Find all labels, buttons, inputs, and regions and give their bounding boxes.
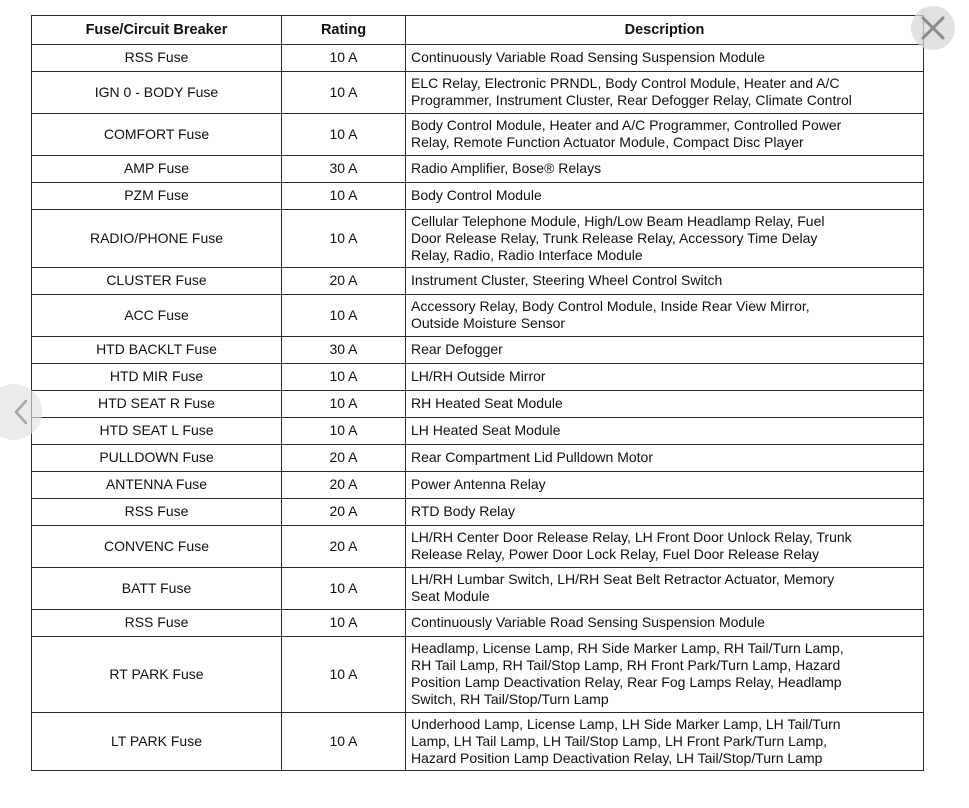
description-cell xyxy=(406,472,924,499)
close-button[interactable] xyxy=(911,6,955,50)
table-row xyxy=(32,445,924,472)
description-line: Body Control Module, Heater and A/C Programmer, Controlled Power xyxy=(411,117,842,133)
description-line: Relay, Radio, Radio Interface Module xyxy=(411,246,643,263)
fuse-name-cell: COMFORT Fuse xyxy=(32,114,282,156)
description-line: Body Control Module xyxy=(411,187,542,203)
table-row xyxy=(32,183,924,210)
chevron-left-icon xyxy=(13,399,29,425)
fuse-name-cell: ANTENNA Fuse xyxy=(32,472,282,499)
table-row xyxy=(32,364,924,391)
table-row xyxy=(32,156,924,183)
rating-cell: 10 A xyxy=(282,364,406,391)
description-cell xyxy=(406,156,924,183)
description-line: Relay, Remote Function Actuator Module, Compact Disc Player xyxy=(411,134,804,150)
description-cell xyxy=(406,568,924,610)
table-header-row xyxy=(32,16,924,45)
fuse-name-cell: IGN 0 - BODY Fuse xyxy=(32,72,282,114)
description-line: Continuously Variable Road Sensing Suspension Module xyxy=(411,614,765,630)
description-line: Door Release Relay, Trunk Release Relay, Accessory Time Delay xyxy=(411,229,818,246)
fuse-name-cell: HTD SEAT L Fuse xyxy=(32,418,282,445)
table-row xyxy=(32,568,924,610)
description-line: Headlamp, License Lamp, RH Side Marker Lamp, RH Tail/Turn Lamp, xyxy=(411,640,844,656)
fuse-name-cell: LT PARK Fuse xyxy=(32,713,282,771)
description-cell xyxy=(406,295,924,337)
rating-cell: 20 A xyxy=(282,499,406,526)
table-row xyxy=(32,391,924,418)
description-line: Power Antenna Relay xyxy=(411,476,546,492)
rating-cell: 10 A xyxy=(282,610,406,637)
fuse-table xyxy=(31,15,924,771)
rating-cell: 20 A xyxy=(282,445,406,472)
description-cell xyxy=(406,610,924,637)
fuse-name-cell: RSS Fuse xyxy=(32,45,282,72)
header-rating: Rating xyxy=(282,16,406,45)
header-fuse: Fuse/Circuit Breaker xyxy=(32,16,282,45)
description-cell xyxy=(406,526,924,568)
description-line: Cellular Telephone Module, High/Low Beam Headlamp Relay, Fuel xyxy=(411,212,825,229)
table-body xyxy=(32,45,924,771)
table-row xyxy=(32,268,924,295)
description-line: Underhood Lamp, License Lamp, LH Side Marker Lamp, LH Tail/Turn xyxy=(411,715,841,732)
description-line: Rear Compartment Lid Pulldown Motor xyxy=(411,449,653,465)
description-cell xyxy=(406,268,924,295)
description-line: Programmer, Instrument Cluster, Rear Defogger Relay, Climate Control xyxy=(411,92,852,108)
rating-cell: 10 A xyxy=(282,418,406,445)
description-cell xyxy=(406,364,924,391)
rating-cell: 10 A xyxy=(282,45,406,72)
description-line: RTD Body Relay xyxy=(411,503,516,519)
description-cell xyxy=(406,499,924,526)
fuse-name-cell: BATT Fuse xyxy=(32,568,282,610)
fuse-name-cell: HTD SEAT R Fuse xyxy=(32,391,282,418)
description-line: Continuously Variable Road Sensing Suspension Module xyxy=(411,49,765,65)
description-line: Seat Module xyxy=(411,588,490,604)
description-line: Rear Defogger xyxy=(411,341,503,357)
table-row xyxy=(32,418,924,445)
table-row xyxy=(32,337,924,364)
description-line: Accessory Relay, Body Control Module, Inside Rear View Mirror, xyxy=(411,298,810,314)
description-cell xyxy=(406,45,924,72)
table-row xyxy=(32,210,924,268)
description-cell xyxy=(406,72,924,114)
rating-cell: 10 A xyxy=(282,713,406,771)
description-cell xyxy=(406,391,924,418)
table-row xyxy=(32,295,924,337)
table-row xyxy=(32,45,924,72)
description-line: LH Heated Seat Module xyxy=(411,422,561,438)
header-description: Description xyxy=(406,16,924,45)
description-cell xyxy=(406,445,924,472)
description-cell xyxy=(406,210,924,268)
rating-cell: 10 A xyxy=(282,210,406,268)
rating-cell: 10 A xyxy=(282,637,406,713)
fuse-name-cell: PULLDOWN Fuse xyxy=(32,445,282,472)
fuse-name-cell: PZM Fuse xyxy=(32,183,282,210)
description-cell xyxy=(406,337,924,364)
table-row xyxy=(32,526,924,568)
rating-cell: 30 A xyxy=(282,156,406,183)
fuse-name-cell: RADIO/PHONE Fuse xyxy=(32,210,282,268)
rating-cell: 30 A xyxy=(282,337,406,364)
description-cell xyxy=(406,418,924,445)
rating-cell: 10 A xyxy=(282,295,406,337)
fuse-name-cell: RSS Fuse xyxy=(32,610,282,637)
rating-cell: 10 A xyxy=(282,183,406,210)
description-line: Hazard Position Lamp Deactivation Relay, LH Tail/Stop/Turn Lamp xyxy=(411,749,823,766)
rating-cell: 20 A xyxy=(282,526,406,568)
close-icon xyxy=(920,15,946,41)
description-line: LH/RH Center Door Release Relay, LH Front Door Unlock Relay, Trunk xyxy=(411,529,852,545)
rating-cell: 20 A xyxy=(282,472,406,499)
description-line: Position Lamp Deactivation Relay, Rear Fog Lamps Relay, Headlamp xyxy=(411,674,842,690)
description-line: Lamp, LH Tail Lamp, LH Tail/Stop Lamp, LH Front Park/Turn Lamp, xyxy=(411,732,828,749)
table-row xyxy=(32,499,924,526)
description-line: Switch, RH Tail/Stop/Turn Lamp xyxy=(411,691,609,707)
fuse-name-cell: RSS Fuse xyxy=(32,499,282,526)
rating-cell: 10 A xyxy=(282,568,406,610)
description-line: Release Relay, Power Door Lock Relay, Fuel Door Release Relay xyxy=(411,546,819,562)
rating-cell: 10 A xyxy=(282,72,406,114)
fuse-name-cell: HTD BACKLT Fuse xyxy=(32,337,282,364)
fuse-name-cell: CLUSTER Fuse xyxy=(32,268,282,295)
description-line: RH Heated Seat Module xyxy=(411,395,563,411)
rating-cell: 10 A xyxy=(282,391,406,418)
rating-cell: 20 A xyxy=(282,268,406,295)
description-cell xyxy=(406,637,924,713)
table-row xyxy=(32,114,924,156)
table-row xyxy=(32,713,924,771)
fuse-name-cell: AMP Fuse xyxy=(32,156,282,183)
fuse-name-cell: CONVENC Fuse xyxy=(32,526,282,568)
rating-cell: 10 A xyxy=(282,114,406,156)
table-row xyxy=(32,72,924,114)
description-line: Outside Moisture Sensor xyxy=(411,315,566,331)
fuse-name-cell: RT PARK Fuse xyxy=(32,637,282,713)
description-line: Radio Amplifier, Bose® Relays xyxy=(411,160,602,176)
description-cell xyxy=(406,713,924,771)
fuse-name-cell: ACC Fuse xyxy=(32,295,282,337)
table-row xyxy=(32,637,924,713)
description-cell xyxy=(406,114,924,156)
description-line: Instrument Cluster, Steering Wheel Control Switch xyxy=(411,272,723,288)
description-line: LH/RH Outside Mirror xyxy=(411,368,546,384)
description-cell xyxy=(406,183,924,210)
description-line: ELC Relay, Electronic PRNDL, Body Control Module, Heater and A/C xyxy=(411,75,840,91)
description-line: RH Tail Lamp, RH Tail/Stop Lamp, RH Front Park/Turn Lamp, Hazard xyxy=(411,657,841,673)
fuse-name-cell: HTD MIR Fuse xyxy=(32,364,282,391)
table-row xyxy=(32,472,924,499)
description-line: LH/RH Lumbar Switch, LH/RH Seat Belt Retractor Actuator, Memory xyxy=(411,571,835,587)
table-row xyxy=(32,610,924,637)
